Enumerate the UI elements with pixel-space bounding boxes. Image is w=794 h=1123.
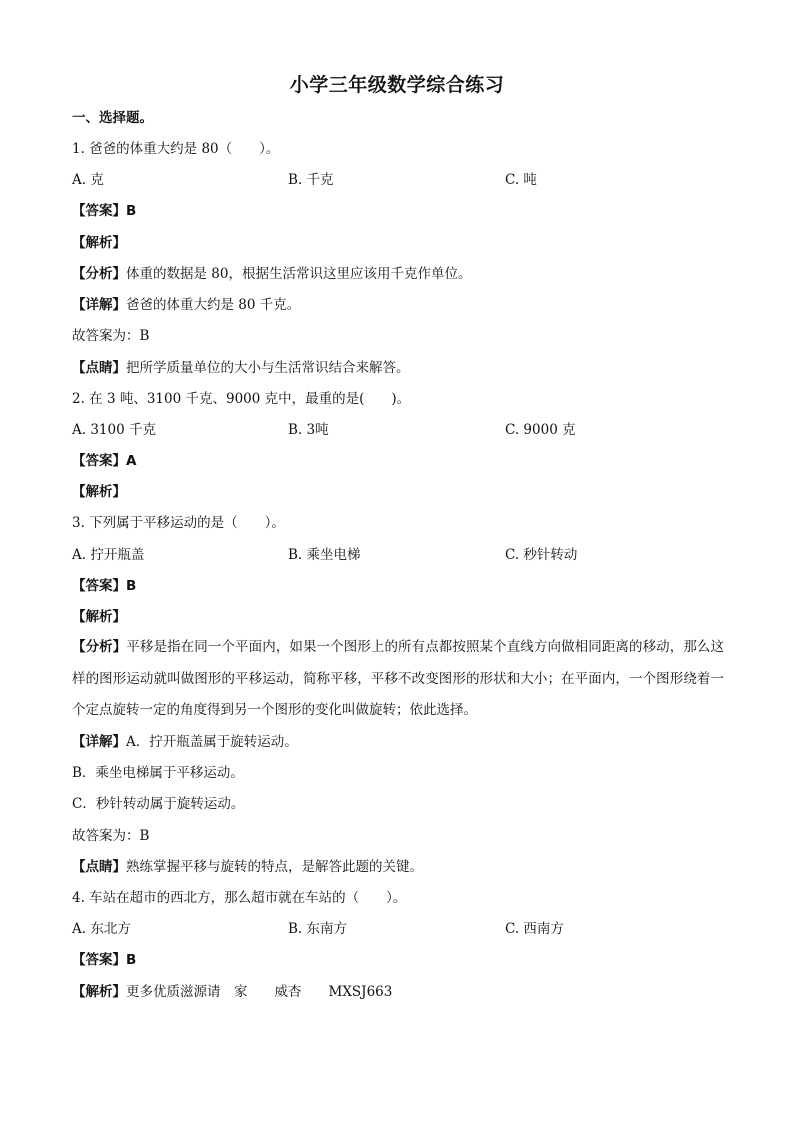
question-1-xiangjie [72, 296, 300, 314]
question-1-stem: 1. 爸爸的体重大约是 80（ ）。 [72, 141, 280, 157]
question-3-stem: 3. 下列属于平移运动的是（ ）。 [72, 515, 285, 531]
dianjing-tag: 【点睛】 [72, 859, 126, 875]
question-3-conclusion: 故答案为：B [72, 828, 150, 844]
question-1-answer: 【答案】B [72, 203, 137, 219]
question-3-dianjing [72, 858, 423, 876]
xiangjie-text: A．拧开瓶盖属于旋转运动。 [126, 734, 298, 750]
question-3-line-b: B．乘坐电梯属于平移运动。 [72, 765, 244, 781]
question-4-option-a: A. 东北方 [72, 921, 131, 937]
question-1-conclusion: 故答案为：B [72, 328, 150, 344]
analysis-tag: 【解析】 [72, 984, 126, 1000]
page-title: 小学三年级数学综合练习 [289, 74, 505, 96]
xiangjie-text: 爸爸的体重大约是 80 千克。 [126, 297, 301, 313]
question-3-xiangjie [72, 733, 298, 751]
question-4-option-c: C. 西南方 [505, 921, 564, 937]
question-2-analysis-label: 【解析】 [72, 484, 126, 500]
question-2-option-b: B. 3吨 [288, 422, 329, 438]
question-4-option-b: B. 东南方 [288, 921, 348, 937]
question-1-dianjing [72, 359, 410, 377]
question-3-option-a: A. 拧开瓶盖 [72, 547, 145, 563]
question-3-analysis-label: 【解析】 [72, 609, 126, 625]
fenxi-text: 平移是指在同一个平面内，如果一个图形上的所有点都按照某个直线方向做相同距离的移动，那么这样的图形运动就叫做图形的平移运动，简称平移，平移不改变图形的形状和大小；在平面内，一个图形绕着一个定点旋转一定的角度得到另一个图形的变化叫做旋转；依此选择。 [72, 639, 725, 718]
analysis-text: 更多优质滋源请 家 威杏 MXSJ663 [126, 984, 393, 1000]
xiangjie-tag: 【详解】 [72, 734, 126, 750]
question-2-answer: 【答案】A [72, 453, 137, 469]
question-3-fenxi [72, 632, 724, 727]
question-4-answer: 【答案】B [72, 952, 137, 968]
question-3-option-b: B. 乘坐电梯 [288, 547, 361, 563]
question-2-option-c: C. 9000 克 [505, 422, 576, 438]
question-4-stem: 4. 车站在超市的西北方，那么超市就在车站的（ ）。 [72, 890, 407, 906]
dianjing-text: 熟练掌握平移与旋转的特点，是解答此题的关键。 [126, 859, 423, 875]
question-1-option-a: A. 克 [72, 172, 104, 188]
section-heading: 一、选择题。 [72, 110, 153, 126]
question-3-option-c: C. 秒针转动 [505, 547, 578, 563]
fenxi-text: 体重的数据是 80，根据生活常识这里应该用千克作单位。 [126, 266, 472, 282]
question-2-stem: 2. 在 3 吨、3100 千克、9000 克中，最重的是( )。 [72, 391, 411, 407]
fenxi-tag: 【分析】 [72, 266, 126, 282]
question-1-option-b: B. 千克 [288, 172, 334, 188]
question-4-analysis [72, 983, 392, 1001]
question-1-option-c: C. 吨 [505, 172, 537, 188]
question-2-option-a: A. 3100 千克 [72, 422, 156, 438]
question-3-answer: 【答案】B [72, 578, 137, 594]
fenxi-tag: 【分析】 [72, 639, 127, 655]
dianjing-text: 把所学质量单位的大小与生活常识结合来解答。 [126, 360, 410, 376]
question-1-analysis-label: 【解析】 [72, 235, 126, 251]
question-3-line-c: C．秒针转动属于旋转运动。 [72, 796, 245, 812]
dianjing-tag: 【点睛】 [72, 360, 126, 376]
xiangjie-tag: 【详解】 [72, 297, 126, 313]
question-1-fenxi [72, 265, 471, 283]
